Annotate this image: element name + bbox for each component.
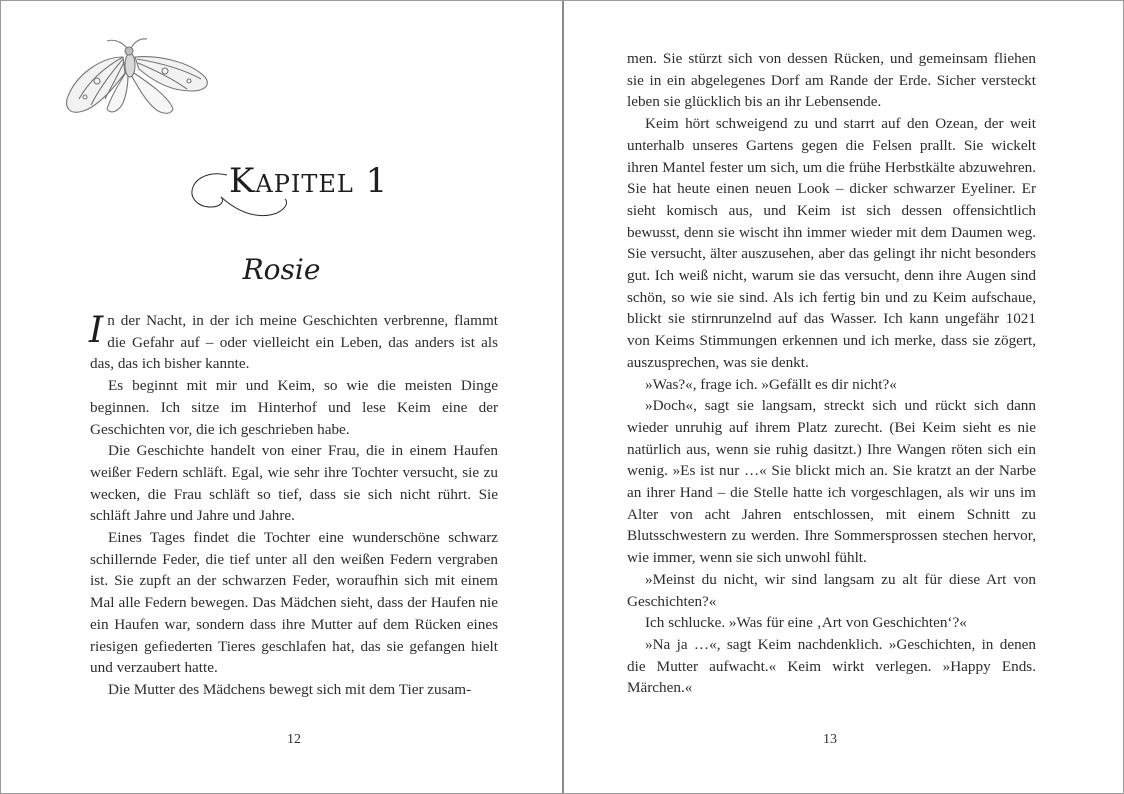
chapter-heading-text: Kapitel 1	[229, 161, 389, 201]
chapter-heading	[181, 153, 389, 223]
paragraph	[90, 310, 498, 375]
paragraph: »Was?«, frage ich. »Gefällt es dir nicht?«	[645, 375, 897, 393]
moth-icon	[61, 37, 211, 119]
paragraph: Keim hört schweigend zu und starrt auf den Ozean, der weit unterhalb unseres Gartens gegen die Felsen prallt. Sie wickelt ihren Mantel fester um sich, um die frühe Herbstkälte abzuwehren. Sie hat heute einen neuen Look – dicker schwarzer Eyeliner. Er sieht komisch aus, und Keim ist sich dessen offensichtlich bewusst, denn sie wischt ihn immer wieder mit dem Daumen weg. Sie versucht, älter auszusehen, aber das gelingt ihr nicht besonders gut. Ich weiß nicht, warum sie das versucht, denn ihre Augen sind schön, so wie sie sind. Als ich fertig bin und zu Keim aufschaue, blickt sie stirnrunzelnd auf das Wasser. Ich kann ungefähr 1021 von Keims Stimmungen erkennen und ich merke, dass sie zögert, auszusprechen, was sie denkt.	[627, 115, 1036, 371]
paragraph: »Doch«, sagt sie langsam, streckt sich und rückt sich dann wieder unruhig auf ihrem Platz zurecht. (Bei Keim sieht es nie natürlich aus, wenn sie ruhig dasitzt.) Ihre Wangen röten sich ein wenig. »Es ist nur …« Sie blickt mich an. Sie kratzt an der Narbe an ihrer Hand – die Stelle hatte ich vorgeschlagen, als wir uns im Alter von acht Jahren entschlossen, mit einem Schnitt zu Blutsschwestern zu werden. Ihre Sommersprossen stechen hervor, wie immer, wenn sie sich unwohl fühlt.	[627, 397, 1036, 567]
paragraph: »Meinst du nicht, wir sind langsam zu alt für diese Art von Geschichten?«	[627, 570, 1036, 610]
paragraph: Eines Tages findet die Tochter eine wunderschöne schwarz schillernde Feder, die tief unter all den weißen Federn vergraben ist. Sie zupft an der schwarzen Feder, woraufhin sich mit einem Mal alle Federn bewegen. Das Mädchen sieht, dass der Haufen nie ein Haufen war, sondern dass ihre Mutter auf dem Rücken eines riesigen gefiederten Tieres geschlafen hat, das sie gefangen hielt und verzaubert hatte.	[90, 529, 498, 677]
paragraph-text: n der Nacht, in der ich meine Geschichten verbrenne, flammt die Gefahr auf – oder vielleicht ein Leben, das anders ist als das, das ich bisher kannte.	[90, 312, 498, 373]
drop-cap: I	[89, 310, 104, 351]
page-number: 12	[287, 732, 301, 747]
body-text-right	[627, 48, 1036, 699]
paragraph: Es beginnt mit mir und Keim, so wie die meisten Dinge beginnen. Ich sitze im Hinterhof und lese Keim eine der Geschichten vor, die ich geschrieben habe.	[90, 377, 498, 438]
body-text-left	[90, 310, 498, 701]
page-number: 13	[823, 732, 837, 747]
paragraph: »Na ja …«, sagt Keim nachdenklich. »Geschichten, in denen die Mutter aufwacht.« Keim wirkt verlegen. »Happy Ends. Märchen.«	[627, 635, 1036, 697]
left-page	[1, 1, 562, 793]
paragraph: Die Geschichte handelt von einer Frau, die in einem Haufen weißer Federn schläft. Egal, wie sehr ihre Tochter versucht, sie zu wecken, die Frau schläft so tief, dass sie sich nicht rührt. Sie schläft Jahre und Jahre und Jahre.	[90, 442, 498, 525]
paragraph: Ich schlucke. »Was für eine ‚Art von Geschichten‘?«	[645, 614, 967, 632]
paragraph: Die Mutter des Mädchens bewegt sich mit dem Tier zusam-	[108, 680, 472, 698]
chapter-title: Rosie	[242, 253, 321, 286]
paragraph: men. Sie stürzt sich von dessen Rücken, und gemeinsam fliehen sie in ein abgelegenes Dorf am Rande der Erde. Sicher versteckt leben sie glücklich bis an ihr Lebensende.	[627, 50, 1036, 111]
right-page	[564, 1, 1123, 793]
